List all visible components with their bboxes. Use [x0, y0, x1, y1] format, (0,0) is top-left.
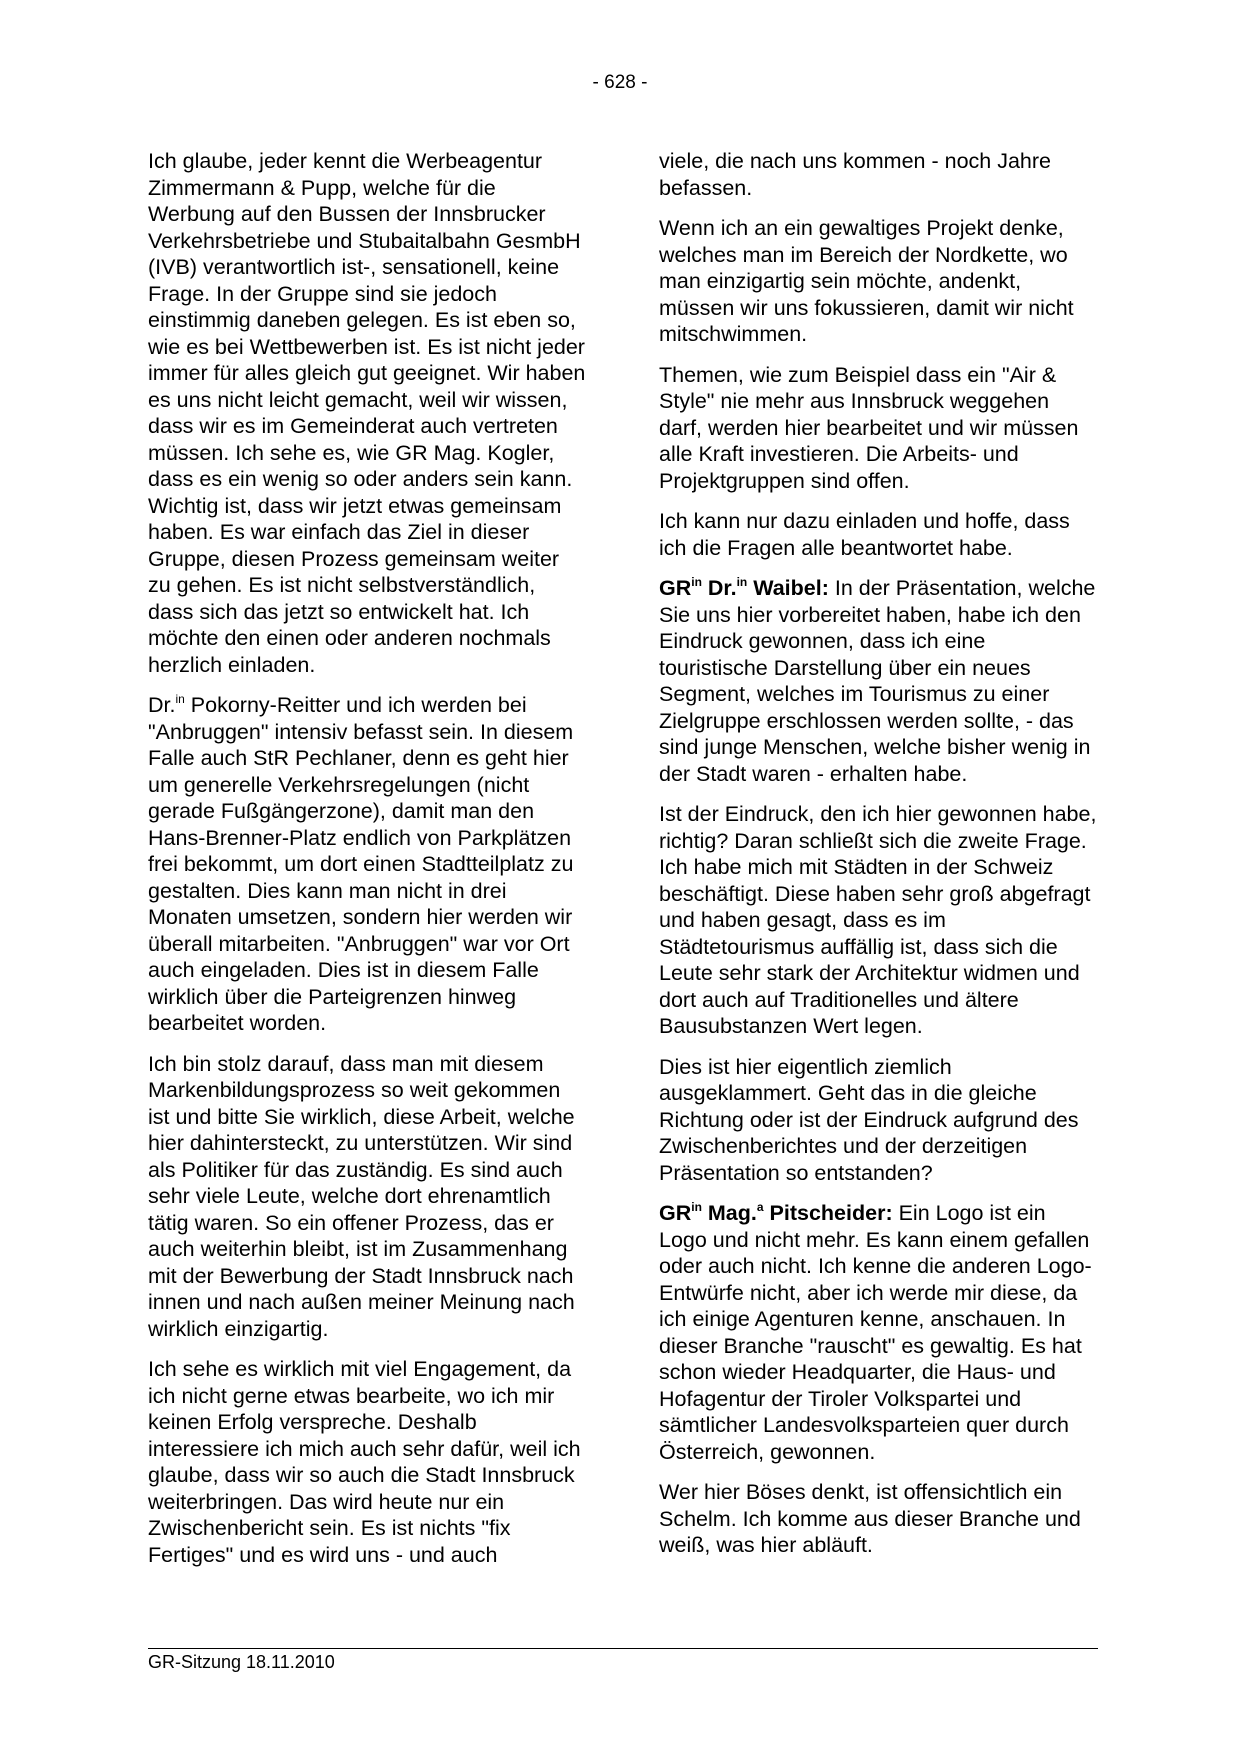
- paragraph: Ist der Eindruck, den ich hier gewonnen habe, richtig? Daran schließt sich die zweite Frage. Ich habe mich mit Städten in der Schweiz beschäftigt. Diese haben sehr groß abgefragt und haben gesagt, dass es im Städtetourismus auffällig ist, dass sich die Leute sehr stark der Architektur widmen und dort auch auf Traditionelles und ältere Bausubstanzen Wert legen.: [659, 802, 1097, 1038]
- speaker-title-superscript: in: [736, 574, 748, 589]
- footer-session-date: GR-Sitzung 18.11.2010: [148, 1652, 335, 1672]
- speaker-label: [659, 576, 829, 600]
- paragraph: Dies ist hier eigentlich ziemlich ausgeklammert. Geht das in die gleiche Richtung oder ist der Eindruck aufgrund des Zwischenberichtes und der derzeitigen Präsentation so entstanden?: [659, 1054, 1079, 1185]
- title-superscript: in: [175, 691, 185, 706]
- speaker-role: GR: [659, 1201, 692, 1225]
- speaker-paragraph: [659, 1200, 1097, 1465]
- speaker-name: Pitscheider:: [763, 1201, 893, 1225]
- paragraph-text: In der Präsentation, welche Sie uns hier vorbereitet haben, habe ich den Eindruck gewonnen, dass ich eine touristische Darstellung über ein neues Segment, welches im Tourismus zu einer Zielgruppe erschlossen werden sollte, - das sind junge Menschen, welche bisher wenig in der Stadt waren - erhalten habe.: [659, 576, 1096, 786]
- title-abbreviation: Dr.: [148, 693, 176, 717]
- left-column: [148, 148, 586, 1568]
- speaker-label: [659, 1201, 893, 1225]
- paragraph: Themen, wie zum Beispiel dass ein "Air & Style" nie mehr aus Innsbruck weggehen darf, werden hier bearbeitet und wir müssen alle Kraft investieren. Die Arbeits- und Projektgruppen sind offen.: [659, 362, 1079, 493]
- right-column: [659, 148, 1097, 1559]
- paragraph: Ich kann nur dazu einladen und hoffe, dass ich die Fragen alle beantwortet habe.: [659, 509, 1070, 560]
- speaker-role: GR: [659, 576, 692, 600]
- paragraph: Wenn ich an ein gewaltiges Projekt denke, welches man im Bereich der Nordkette, wo man einzigartig sein möchte, andenkt, müssen wir uns fokussieren, damit wir nicht mitschwimmen.: [659, 216, 1074, 346]
- paragraph: viele, die nach uns kommen - noch Jahre befassen.: [659, 149, 1051, 200]
- paragraph: Wer hier Böses denkt, ist offensichtlich ein Schelm. Ich komme aus dieser Branche und weiß, was hier abläuft.: [659, 1480, 1081, 1557]
- paragraph: [148, 692, 586, 1037]
- footer-divider: [148, 1648, 1098, 1649]
- speaker-title: Mag.: [701, 1201, 757, 1225]
- paragraph-text: Ein Logo ist ein Logo und nicht mehr. Es kann einem gefallen oder auch nicht. Ich kenne die anderen Logo-Entwürfe nicht, aber ich werde mir diese, da ich einige Agenturen kenne, anschauen. In dieser Branche "rauscht" es gewaltig. Es hat schon wieder Headquarter, die Haus- und Hofagentur der Tiroler Volkspartei und sämtlicher Landesvolksparteien quer durch Österreich, gewonnen.: [659, 1201, 1092, 1464]
- page-number: - 628 -: [592, 72, 648, 93]
- speaker-paragraph: [659, 575, 1097, 787]
- paragraph: Ich glaube, jeder kennt die Werbeagentur Zimmermann & Pupp, welche für die Werbung auf den Bussen der Innsbrucker Verkehrsbetriebe und Stubaitalbahn GesmbH (IVB) verantwortlich ist-, sensationell, keine Frage. In der Gruppe sind sie jedoch einstimmig daneben gelegen. Es ist eben so, wie es bei Wettbewerben ist. Es ist nicht jeder immer für alles gleich gut geeignet. Wir haben es uns nicht leicht gemacht, weil wir wissen, dass wir es im Gemeinderat auch vertreten müssen. Ich sehe es, wie GR Mag. Kogler, dass es ein wenig so oder anders sein kann. Wichtig ist, dass wir jetzt etwas gemeinsam haben. Es war einfach das Ziel in dieser Gruppe, diesen Prozess gemeinsam weiter zu gehen. Es ist nicht selbstverständlich, dass sich das jetzt so entwickelt hat. Ich möchte den einen oder anderen nochmals herzlich einladen.: [148, 149, 586, 677]
- speaker-title: Dr.: [701, 576, 737, 600]
- speaker-role-superscript: in: [691, 574, 702, 589]
- paragraph-text: Pokorny-Reitter und ich werden bei "Anbruggen" intensiv befasst sein. In diesem Falle auch StR Pechlaner, denn es geht hier um generelle Verkehrsregelungen (nicht gerade Fußgängerzone), damit man den Hans-Brenner-Platz endlich von Parkplätzen frei bekommt, um dort einen Stadtteilplatz zu gestalten. Dies kann man nicht in drei Monaten umsetzen, sondern hier werden wir überall mitarbeiten. "Anbruggen" war vor Ort auch eingeladen. Dies ist in diesem Falle wirklich über die Parteigrenzen hinweg bearbeitet worden.: [148, 693, 574, 1035]
- paragraph: Ich bin stolz darauf, dass man mit diesem Markenbildungsprozess so weit gekommen ist und bitte Sie wirklich, diese Arbeit, welche hier dahintersteckt, zu unterstützen. Wir sind als Politiker für das zuständig. Es sind auch sehr viele Leute, welche dort ehrenamtlich tätig waren. So ein offener Prozess, das er auch weiterhin bleibt, ist im Zusammenhang mit der Bewerbung der Stadt Innsbruck nach innen und nach außen meiner Meinung nach wirklich einzigartig.: [148, 1051, 575, 1341]
- speaker-title-superscript: a: [756, 1199, 764, 1214]
- speaker-name: Waibel:: [747, 576, 829, 600]
- speaker-role-superscript: in: [691, 1199, 702, 1214]
- paragraph: Ich sehe es wirklich mit viel Engagement, da ich nicht gerne etwas bearbeite, wo ich mir keinen Erfolg verspreche. Deshalb interessiere ich mich auch sehr dafür, weil ich glaube, dass wir so auch die Stadt Innsbruck weiterbringen. Das wird heute nur ein Zwischenbericht sein. Es ist nichts "fix Fertiges" und es wird uns - und auch: [148, 1357, 581, 1567]
